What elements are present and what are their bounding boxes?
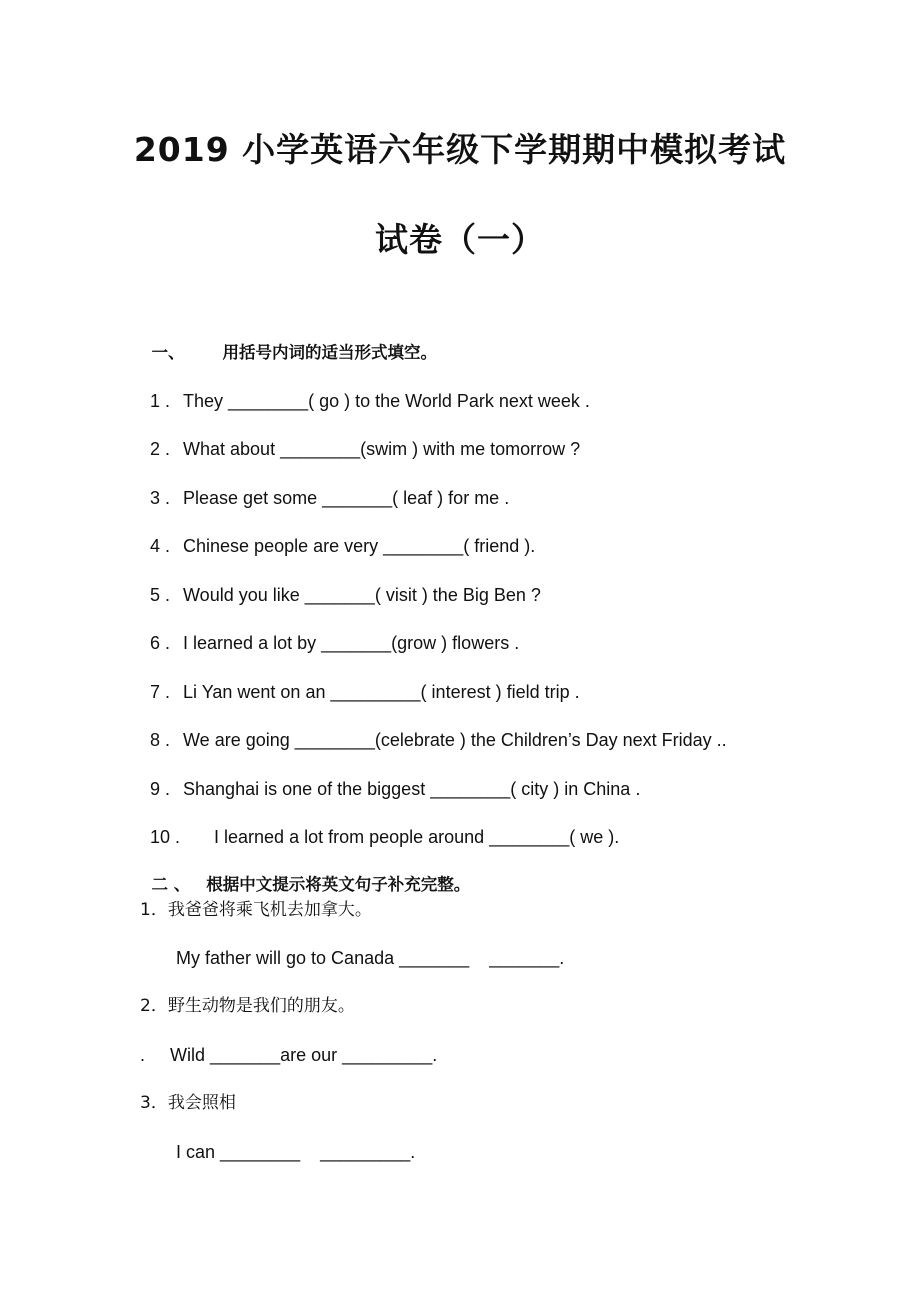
document-title-line1: 2019 小学英语六年级下学期期中模拟考试	[133, 130, 787, 169]
section2-item-1-chinese: 1．我爸爸将乘飞机去加拿大。	[140, 900, 372, 920]
section2-item-3-english: I can ________ _________.	[176, 1142, 416, 1162]
item-number: 9 .	[150, 779, 171, 799]
item-text: They ________( go ) to the World Park next week .	[183, 391, 590, 411]
item-text: Shanghai is one of the biggest ________( city ) in China .	[183, 779, 641, 799]
item-number: 6 .	[150, 633, 171, 653]
item-number: 1 .	[150, 391, 171, 411]
item-number: 5 .	[150, 585, 171, 605]
section1-item-7	[140, 656, 580, 704]
item-number: 8 .	[150, 730, 171, 750]
section2-heading-text: 根据中文提示将英文句子补充完整。	[206, 875, 471, 894]
section1-item-6	[140, 607, 519, 655]
item-number: 10 .	[150, 827, 181, 847]
item-text: We are going ________(celebrate ) the Children’s Day next Friday ..	[183, 730, 727, 750]
item-text: Would you like _______( visit ) the Big Ben ?	[183, 585, 541, 605]
section1-heading	[140, 317, 437, 365]
document-title-line2: 试卷（一）	[375, 220, 545, 259]
item-text: I learned a lot from people around ________( we ).	[214, 827, 620, 847]
item-text: I learned a lot by _______(grow ) flowers .	[183, 633, 520, 653]
section2-item-2-english: . Wild _______are our _________.	[140, 1045, 438, 1065]
section1-item-2	[140, 413, 580, 461]
section1-item-3	[140, 462, 509, 510]
section1-item-1	[140, 365, 590, 413]
section2-number: 二 、	[151, 875, 191, 894]
section2-item-3-chinese: 3．我会照相	[140, 1093, 236, 1113]
section2-item-1-english: My father will go to Canada _______ _______.	[176, 948, 565, 968]
section1-item-4	[140, 510, 535, 558]
item-text: What about ________(swim ) with me tomorrow ?	[183, 439, 581, 459]
item-number: 4 .	[150, 536, 171, 556]
item-number: 2 .	[150, 439, 171, 459]
item-number: 7 .	[150, 682, 171, 702]
section1-item-9	[140, 753, 640, 801]
section1-item-10	[140, 801, 619, 849]
item-text: Li Yan went on an _________( interest ) field trip .	[183, 682, 580, 702]
section2-heading	[140, 849, 470, 897]
section1-item-5	[140, 559, 541, 607]
section1-number: 一、	[151, 343, 185, 362]
item-text: Please get some _______( leaf ) for me .	[183, 488, 510, 508]
section1-heading-text: 用括号内词的适当形式填空。	[222, 343, 437, 362]
item-text: Chinese people are very ________( friend ).	[183, 536, 536, 556]
section1-item-8	[140, 704, 727, 752]
item-number: 3 .	[150, 488, 171, 508]
section2-item-2-chinese: 2．野生动物是我们的朋友。	[140, 996, 355, 1016]
